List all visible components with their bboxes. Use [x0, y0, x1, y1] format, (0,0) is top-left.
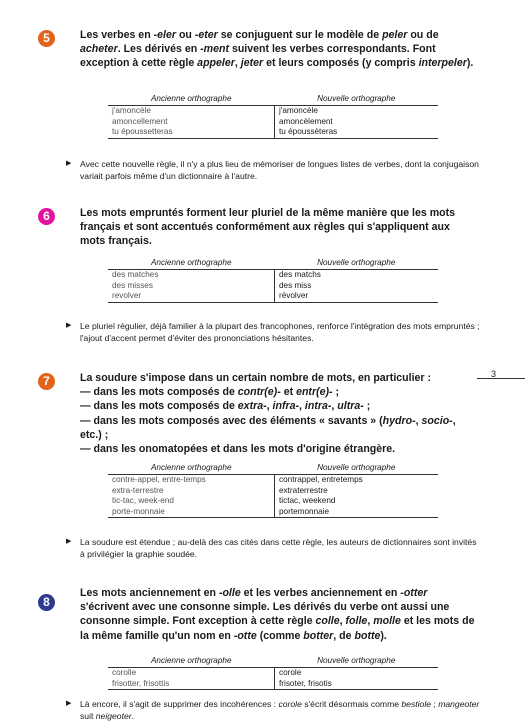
table-row: [108, 507, 438, 518]
explanatory-note: [66, 536, 480, 560]
rule-text: Les verbes en -eler ou -eter se conjuguent sur le modèle de peler ou de acheter. Les dérivés en -ment suivent les verbes correspondants. Font exception à cette règle appeler, jeter et leurs composés (y compris interpeler).: [80, 29, 474, 70]
new-spelling-cell: corole: [279, 668, 302, 678]
old-spelling-cell: porte-monnaie: [108, 507, 275, 518]
rule-text: Les mots anciennement en -olle et les verbes anciennement en -otter s'écrivent avec une consonne simple. Les dérivés du verbe ont aussi une consonne simple. Font exception à cette règle colle, folle, molle et les mots de la même famille qu'un nom en -otte (comme botter, de botte).: [80, 587, 475, 642]
new-spelling-header: Nouvelle orthographe: [275, 656, 439, 668]
new-spelling-cell: tictac, weekend: [279, 496, 336, 506]
old-spelling-cell: tic-tac, week-end: [108, 496, 275, 506]
rule-text: Les mots empruntés forment leur pluriel de la même manière que les mots français et sont accentués conformément aux règles qui s'appliquent aux mots français.: [80, 207, 456, 248]
new-spelling-cell: révolver: [275, 291, 439, 302]
triangle-bullet-icon: ▶: [66, 322, 72, 329]
table-row: [108, 270, 438, 281]
table-row: [108, 291, 438, 302]
rule-text: La soudure s'impose dans un certain nombre de mots, en particulier : — dans les mots composés de contr(e)- et entr(e)- ; — dans les mots composés de extra-, infra-, intra-, ultra- ; — dans les mots composés avec des éléments « savants » (hydro-, socio-, etc.) ; — dans les onomatopées et dans les mots d'origine étrangère.: [80, 372, 456, 456]
new-spelling-cell: tu époussèteras: [275, 127, 439, 138]
new-spelling-cell: extraterrestre: [279, 485, 328, 495]
new-spelling-cell: des matchs: [279, 270, 321, 280]
old-spelling-cell: extra-terrestre: [108, 486, 275, 496]
old-spelling-cell: des misses: [108, 281, 275, 291]
old-spelling-cell: j'amoncèle: [108, 106, 275, 117]
table-row: [108, 127, 438, 138]
old-spelling-header: Ancienne orthographe: [108, 258, 275, 270]
table-row: [108, 475, 438, 486]
triangle-bullet-icon: ▶: [66, 700, 72, 707]
orthography-table: [108, 94, 438, 139]
old-spelling-header: Ancienne orthographe: [108, 94, 275, 106]
new-spelling-cell: amoncèlement: [279, 116, 333, 126]
new-spelling-header: Nouvelle orthographe: [275, 258, 439, 270]
table-row: [108, 117, 438, 127]
triangle-bullet-icon: ▶: [66, 160, 72, 167]
table-row: [108, 106, 438, 117]
note-text: La soudure est étendue ; au-delà des cas cités dans cette règle, les auteurs de dictionnaires sont invités à privilégier la graphie soudée.: [80, 537, 477, 560]
old-spelling-cell: corolle: [108, 668, 275, 679]
new-spelling-cell: j'amoncèle: [279, 106, 318, 116]
page-number: 3: [491, 369, 497, 379]
orthography-table: [108, 463, 438, 518]
explanatory-note: [66, 320, 480, 344]
old-spelling-cell: frisotter, frisottis: [108, 679, 275, 690]
section-number-badge: 5: [38, 30, 55, 47]
new-spelling-cell: portemonnaie: [275, 507, 439, 518]
table-row: [108, 281, 438, 291]
old-spelling-cell: amoncellement: [108, 117, 275, 127]
new-spelling-header: Nouvelle orthographe: [275, 94, 439, 106]
old-spelling-cell: des matches: [108, 270, 275, 281]
table-row: [108, 486, 438, 496]
old-spelling-header: Ancienne orthographe: [108, 656, 275, 668]
old-spelling-cell: contre-appel, entre-temps: [108, 475, 275, 486]
section-number-badge: 6: [38, 208, 55, 225]
explanatory-note: [66, 698, 480, 722]
new-spelling-cell: frisoter, frisotis: [275, 679, 439, 690]
orthography-table: [108, 656, 438, 690]
old-spelling-cell: revolver: [108, 291, 275, 302]
section-number-badge: 8: [38, 594, 55, 611]
explanatory-note: [66, 158, 480, 182]
triangle-bullet-icon: ▶: [66, 538, 72, 545]
note-text: Avec cette nouvelle règle, il n'y a plus lieu de mémoriser de longues listes de verbes, dont la conjugaison variait parfois même d'un dictionnaire à l'autre.: [80, 159, 479, 182]
new-spelling-cell: des miss: [279, 280, 312, 290]
old-spelling-header: Ancienne orthographe: [108, 463, 275, 475]
new-spelling-cell: contrappel, entretemps: [279, 475, 363, 485]
table-row: [108, 679, 438, 690]
table-row: [108, 668, 438, 679]
note-text: Là encore, il s'agit de supprimer des incohérences : corole s'écrit désormais comme bestiole ; mangeoter suit neigeoter.: [80, 699, 480, 722]
page-number-rule: [477, 378, 525, 379]
new-spelling-header: Nouvelle orthographe: [275, 463, 439, 475]
table-row: [108, 496, 438, 506]
note-text: Le pluriel régulier, déjà familier à la plupart des francophones, renforce l'intégration des mots empruntés ; l'ajout d'accent permet d'éviter des prononciations hésitantes.: [80, 321, 480, 344]
section-number-badge: 7: [38, 373, 55, 390]
old-spelling-cell: tu époussetteras: [108, 127, 275, 138]
orthography-table: [108, 258, 438, 303]
